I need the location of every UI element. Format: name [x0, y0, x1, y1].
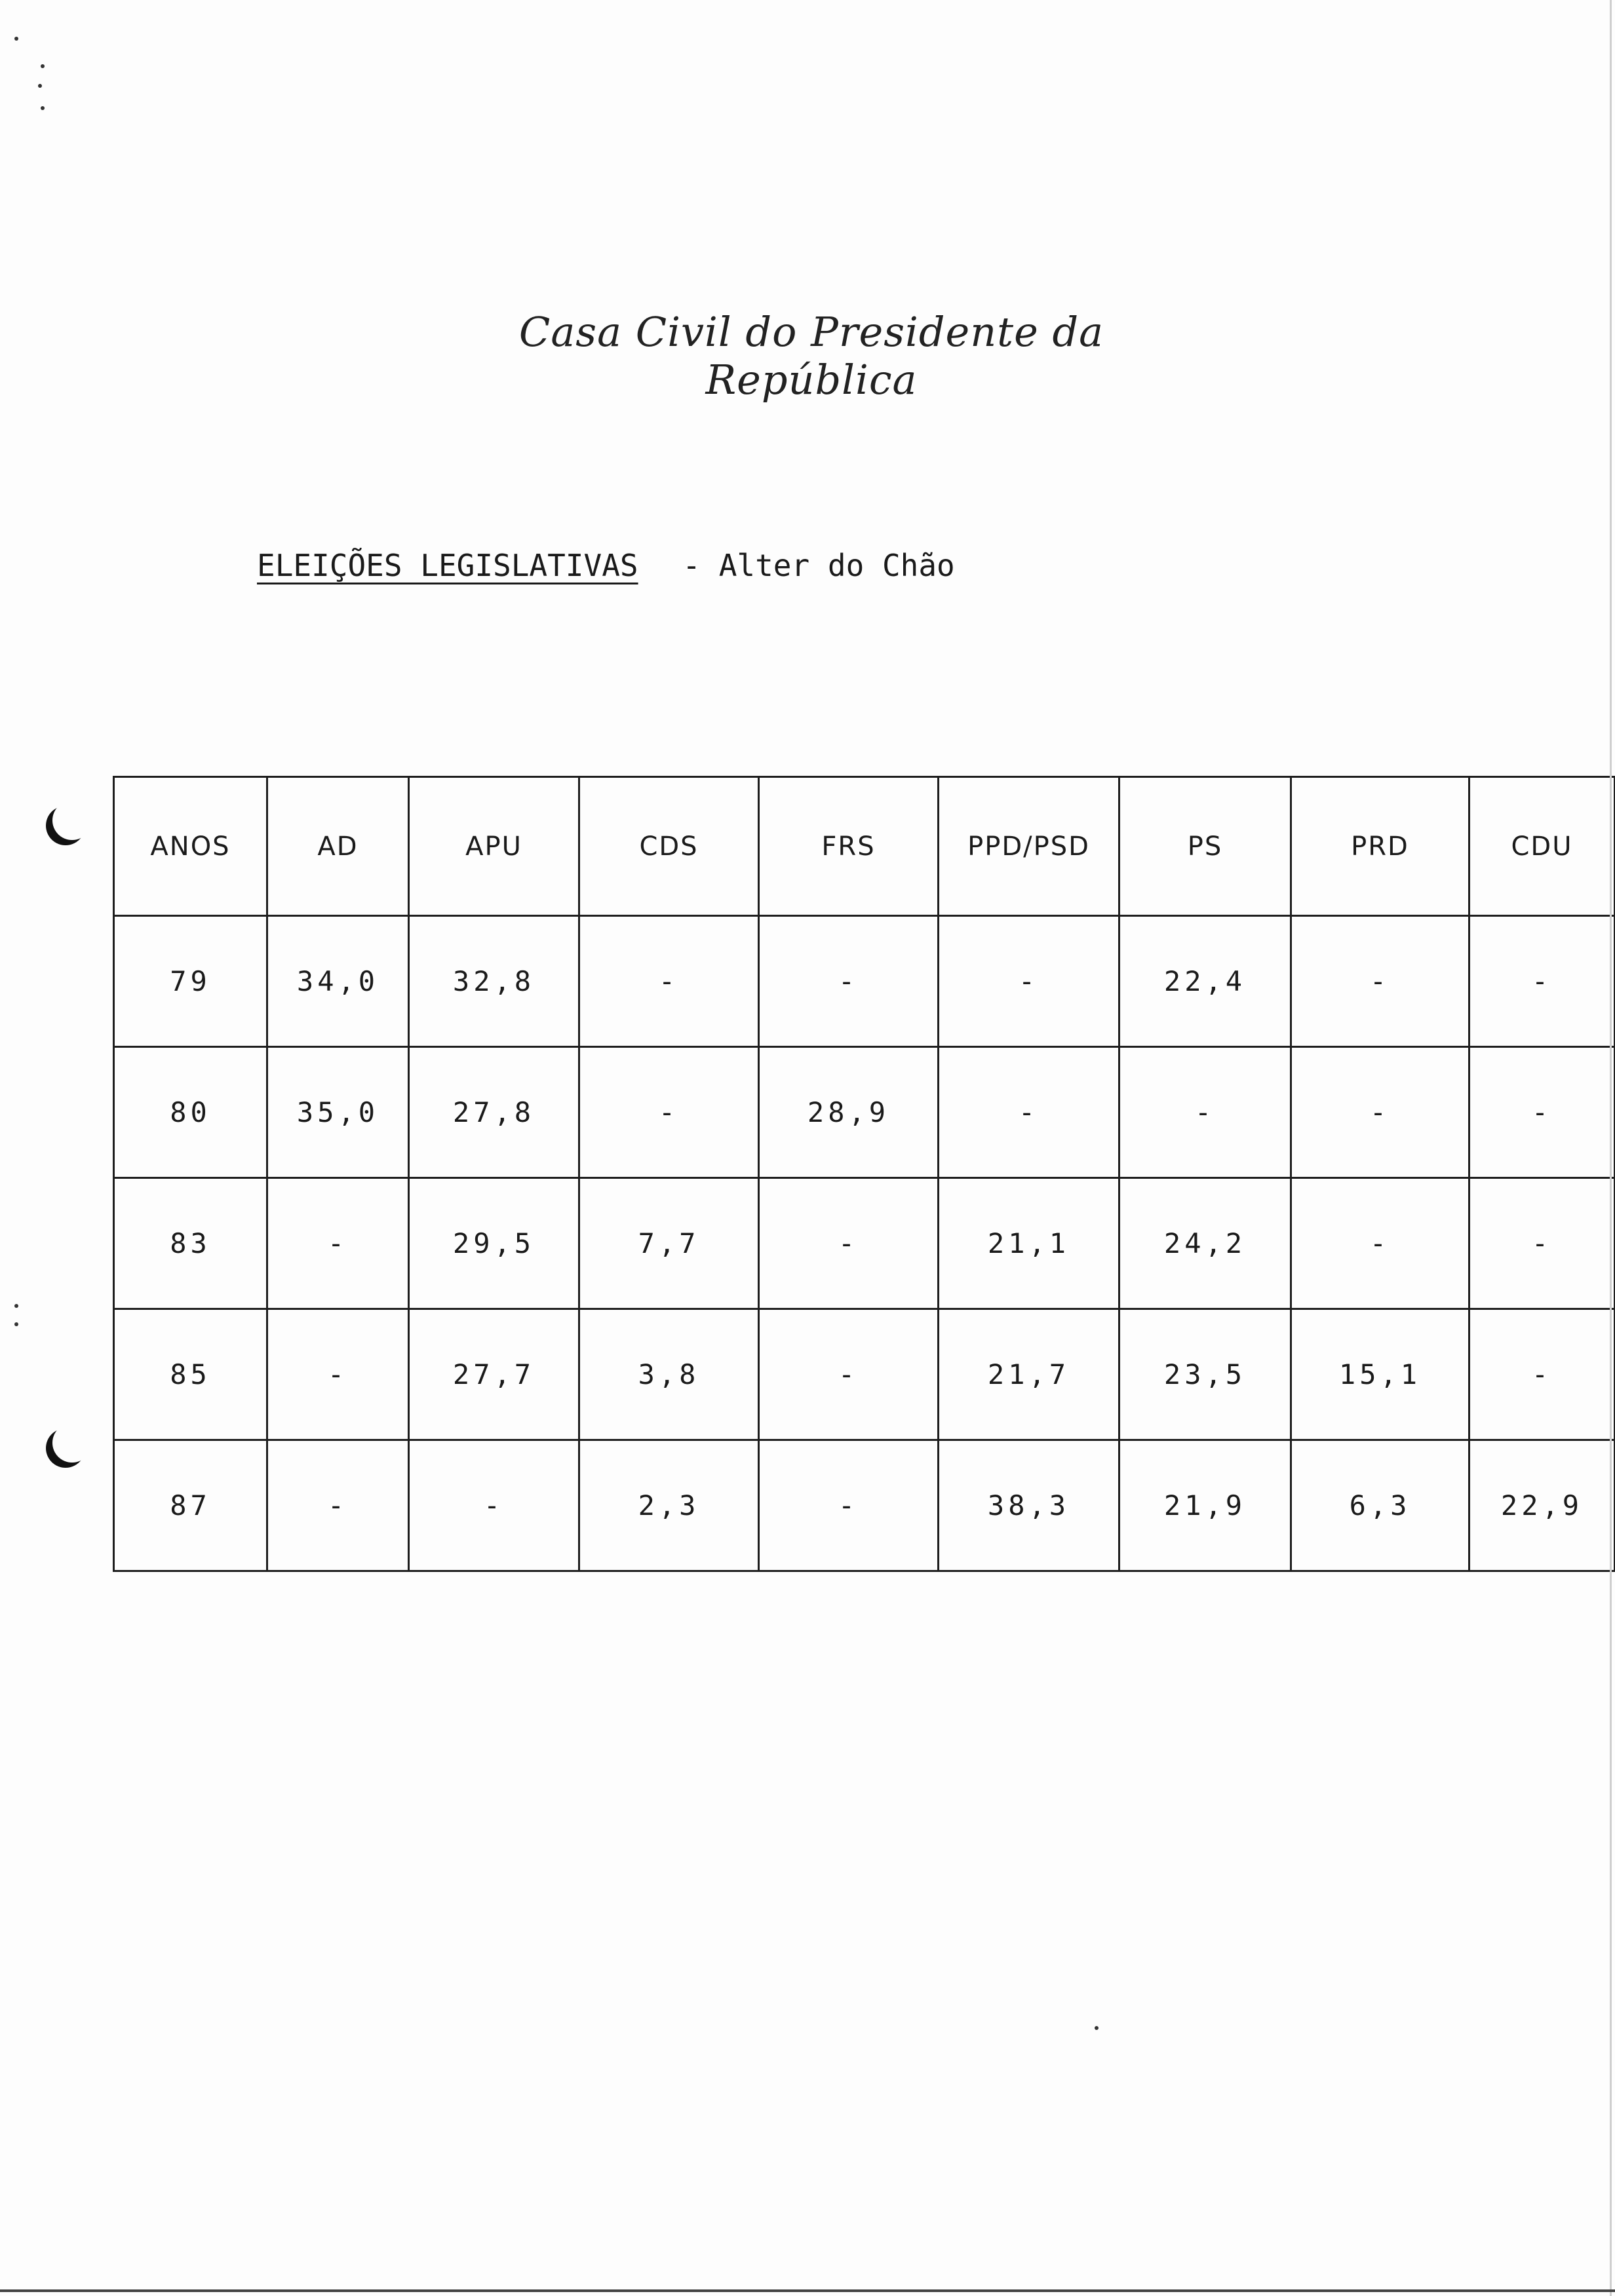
table-row: [114, 1178, 1615, 1309]
scan-speck: [41, 106, 45, 110]
table-cell: -: [1469, 1309, 1615, 1440]
table-cell: 3,8: [579, 1309, 759, 1440]
table-cell: 79: [114, 916, 267, 1047]
heading-separator: -: [682, 548, 701, 583]
table-cell: -: [1119, 1047, 1291, 1178]
table-cell: 87: [114, 1440, 267, 1571]
table-cell: 27,7: [409, 1309, 579, 1440]
table-header-row: [114, 777, 1615, 916]
table-cell: 23,5: [1119, 1309, 1291, 1440]
table-cell: 32,8: [409, 916, 579, 1047]
table-cell: -: [939, 916, 1119, 1047]
results-table-container: [113, 776, 1614, 1571]
table-cell: -: [1469, 1178, 1615, 1309]
column-header: AD: [267, 777, 409, 916]
punch-hole-mark: [46, 1428, 85, 1468]
column-header: ANOS: [114, 777, 267, 916]
table-cell: 80: [114, 1047, 267, 1178]
table-cell: 29,5: [409, 1178, 579, 1309]
table-cell: -: [759, 1309, 939, 1440]
table-cell: -: [1291, 916, 1469, 1047]
table-cell: -: [1469, 1047, 1615, 1178]
table-cell: -: [267, 1178, 409, 1309]
scan-speck: [1095, 2026, 1099, 2030]
table-cell: 22,4: [1119, 916, 1291, 1047]
scan-speck: [14, 37, 18, 41]
table-row: [114, 1440, 1615, 1571]
table-row: [114, 916, 1615, 1047]
column-header: APU: [409, 777, 579, 916]
table-cell: 27,8: [409, 1047, 579, 1178]
table-cell: -: [759, 1440, 939, 1571]
table-cell: 21,7: [939, 1309, 1119, 1440]
table-cell: 7,7: [579, 1178, 759, 1309]
table-cell: -: [409, 1440, 579, 1571]
table-cell: 34,0: [267, 916, 409, 1047]
table-cell: -: [939, 1047, 1119, 1178]
page-edge: [1610, 0, 1612, 2296]
heading-place: Alter do Chão: [718, 548, 955, 583]
column-header: CDU: [1469, 777, 1615, 916]
table-cell: 21,1: [939, 1178, 1119, 1309]
table-row: [114, 1047, 1615, 1178]
table-cell: -: [759, 916, 939, 1047]
table-cell: -: [759, 1178, 939, 1309]
table-cell: 6,3: [1291, 1440, 1469, 1571]
table-cell: 35,0: [267, 1047, 409, 1178]
table-cell: 15,1: [1291, 1309, 1469, 1440]
column-header: PS: [1119, 777, 1291, 916]
table-cell: 28,9: [759, 1047, 939, 1178]
document-heading: [257, 548, 955, 583]
table-cell: -: [1291, 1178, 1469, 1309]
letterhead: Casa Civil do Presidente da República: [518, 308, 1104, 404]
scan-speck: [41, 64, 45, 68]
table-cell: 2,3: [579, 1440, 759, 1571]
results-table: [113, 776, 1615, 1572]
table-cell: -: [579, 916, 759, 1047]
table-cell: 21,9: [1119, 1440, 1291, 1571]
page-bottom-edge: [0, 2289, 1615, 2292]
table-cell: 22,9: [1469, 1440, 1615, 1571]
scan-speck: [14, 1304, 18, 1308]
scan-speck: [38, 84, 42, 88]
table-cell: -: [579, 1047, 759, 1178]
heading-title: ELEIÇÕES LEGISLATIVAS: [257, 548, 638, 583]
column-header: CDS: [579, 777, 759, 916]
table-cell: 85: [114, 1309, 267, 1440]
table-cell: -: [267, 1440, 409, 1571]
table-cell: -: [267, 1309, 409, 1440]
table-cell: 38,3: [939, 1440, 1119, 1571]
table-cell: -: [1291, 1047, 1469, 1178]
column-header: PRD: [1291, 777, 1469, 916]
table-cell: -: [1469, 916, 1615, 1047]
table-cell: 83: [114, 1178, 267, 1309]
scan-speck: [14, 1322, 18, 1326]
punch-hole-mark: [46, 806, 85, 845]
column-header: FRS: [759, 777, 939, 916]
column-header: PPD/PSD: [939, 777, 1119, 916]
table-cell: 24,2: [1119, 1178, 1291, 1309]
table-row: [114, 1309, 1615, 1440]
